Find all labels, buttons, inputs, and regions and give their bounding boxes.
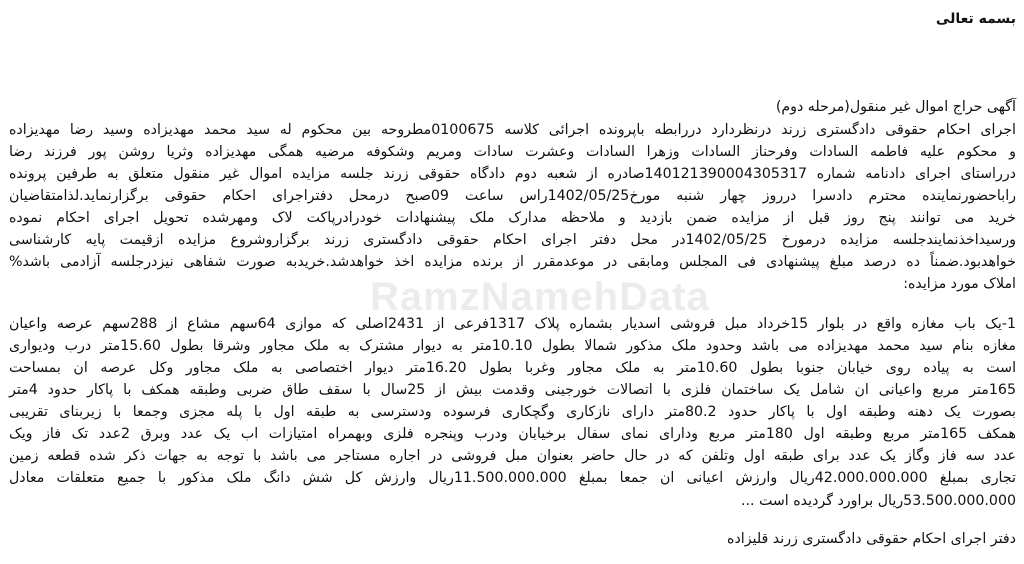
paragraph-line: است به پیاده روی خیابان جنوبا بطول 10.60متر به ملک مجاور وغربا بطول 16.20متر دیوار اختصاصی به ملک مجاور وکل عرصه ان بمساحت	[9, 360, 1017, 376]
bismillah-heading: بسمه تعالی	[935, 11, 1016, 27]
paragraph-line: 53.500.000.000ریال براورد گردیده است ...	[740, 493, 1016, 509]
paragraph-line: 165متر مربع واعیانی ان شامل یک ساختمان فلزی با اتصالات خورجینی وقدمت بیش از 25سال با سقف طاق ضربی وطبقه همکف با پاکار حدود 4متر	[9, 382, 1016, 398]
signature-line: دفتر اجرای احکام حقوقی دادگستری زرند قلیزاده	[727, 531, 1016, 547]
paragraph-line: و محکوم علیه فاطمه السادات وفرحناز السادات وزهرا السادات وعشرت سادات ومریم وشکوفه مرضیه همگی مهدیزاده وثریا روشن پور فرزند رضا	[9, 144, 1016, 160]
properties-subheading: املاک مورد مزایده:	[903, 276, 1016, 292]
paragraph-line: راباحضورنماینده محترم دادسرا درروز چهار شنبه مورخ1402/05/25راس ساعت 09صبح درمحل دفتراجرای احکام حقوقی برگزارنماید.لذامتقاضیان	[9, 188, 1016, 204]
paragraph-line: مغازه بنام سید محمد مهدیزاده می باشد وحدود ملک مذکور شمالا بطول 10.10متر به دیوار مشترک به ملک مجاور وشرقا بطول 15.60متر درب ودیواری	[9, 338, 1016, 354]
paragraph-line: اجرای احکام حقوقی دادگستری زرند درنظردارد دررابطه باپرونده اجرائی کلاسه 0100675مطروحه بین محکوم له سید محمد مهدیزاده وسید رضا مهدیزاده	[9, 122, 1016, 138]
paragraph-line: خرید می توانند پنج روز قبل از مزایده ضمن بازدید و ملاحظه مدارک ملک پیشنهادات خودرادرپاکت لاک ومهرشده تحویل اجرای احکام نموده	[9, 210, 1016, 226]
notice-title: آگهی حراج اموال غیر منقول(مرحله دوم)	[775, 99, 1016, 115]
paragraph-line: 1-یک باب مغازه واقع در بلوار 15خرداد مبل فروشی اسدیار بشماره پلاک 1317فرعی از 2431اصلی که موازی 64سهم مشاع از 288سهم عرصه واعیان	[9, 316, 1016, 332]
paragraph-line: تجاری بمبلغ 42.000.000.000ریال وارزش اعیانی ان جمعا بمبلغ 11.500.000.000ریال وارزش کل شش دانگ ملک مذکور با جمیع متعلقات معادل	[9, 470, 1016, 486]
watermark-logo: RamzNamehData	[370, 275, 710, 319]
paragraph-line: درراستای اجرای دادنامه شماره 140121390004305317صادره از شعبه دوم دادگاه حقوقی زرند جلسه مزایده اموال غیر منقول متعلق به طرفین پرونده	[9, 166, 1017, 182]
paragraph-line: عدد سه فاز وگاز یک عدد برای طبقه اول وتلفن که در حال حاضر بعنوان مبل فروشی در اجاره مستاجر می باشد با توجه به جهات ذکر شده قطعه زمین	[9, 448, 1016, 464]
paragraph-line: ورسیداخذنمایندجلسه مزایده درمورخ 1402/05/25در محل دفتر اجرای احکام حقوقی دادگستری زرند برگزاروشروع مزایده ازقیمت پایه کارشناسی	[9, 232, 1016, 248]
paragraph-line: خواهدبود.ضمناً ده درصد مبلغ پیشنهادی فی المجلس ومابقی در موعدمقرر از برنده مزایده اخذ خواهدشد.خریدبه صورت شفاهی نیزدرجلسه آزادمی باشد%	[9, 254, 1016, 270]
paragraph-line: همکف 165متر مربع وطبقه اول 180متر مربع ودارای نمای سفال برخیابان ودرب وپنجره فلزی وبهمراه امتیازات اب یک عدد وبرق 2عدد تک فاز ویک	[9, 426, 1017, 442]
paragraph-line: بصورت یک دهنه وطبقه اول با پاکار حدود 80.2متر دارای نازکاری وگچکاری فرسوده ودسترسی به طبقه اول با پله مجزی وجمعا با زیربنای تقریبی	[9, 404, 1016, 420]
